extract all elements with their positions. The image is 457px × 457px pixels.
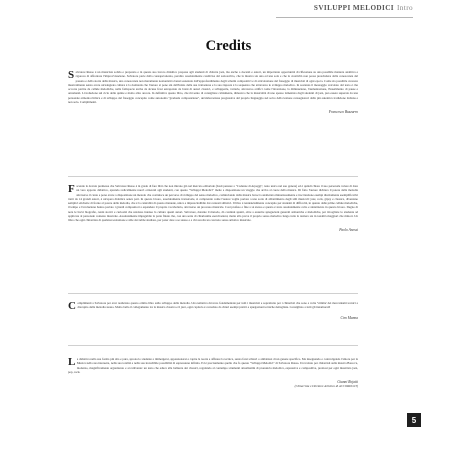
drop-cap: S [68, 68, 75, 81]
credit-signature-subtitle: (Chitarrista e Direttore Artistico di ACCORDO.IT) [294, 384, 358, 388]
credit-signature: Gianni Rojatti [337, 380, 358, 384]
drop-cap: F [68, 182, 75, 195]
page-title: Credits [205, 38, 252, 54]
credit-text [68, 70, 358, 104]
credit-body: alvatore Russo è un musicista solido e preparato e in questo suo lavoro didattico propone agli studenti di chitarra jazz, ma anche a docenti e autori, un importante opportunità di riflessione su una possibile maniera analitica e rigorosa di affrontare l'improvvisazione. Salvatore parte dalla consapevolezza, peraltro assolutamente condivisa dal sottoscritto, che la musica sia una ed una sola e che la creatività non possa prescindere dalla conoscenza del passato e della storia della musica, una conoscenza non meramente nozionistica bensì sostenuta dall'approfondimento degli schemi compositivi e di articolazione del fraseggio di musicisti di ogni epoca. Come sia possibile crescere musicalmente senza avere un'adeguata cultura è la domanda che l'autore si pone sin dall'inizio della sua trattazione e la sua risposta è la sequenza che attraversa lo sviluppo melodico. In sostanza il messaggio veicolato dal testo è che occorre partire da cellule melodiche, nella fattispecie anche da alcune frasi estrapolate da brani di autori classici, e svilupparle, variarle, attraverso artifici come l'inversione, la diminuzione, l'aumentazione, l'inserimento di pause e ornamenti. L'evoluzione sul ciclo delle quinte e molto altro ancora. In definitiva questo libro, che mi sento di consigliare caldamente, dimostra che la musicalità di uno spesso lamentata dagli studenti di jazz, può essere superata da una personale armonia ritmica e di sviluppo del fraseggio concepito come autonoma "graduale composizione", un'elaborazione progressiva del proprio linguaggio nel solco della lezione consegnataci dalla più autentica tradizione italiana e non solo. Complimenti. [68, 70, 358, 104]
section-divider [68, 176, 358, 177]
credit-body: a didattica nella sua forma più alta e pura, sprona lo studente a immergersi, appassionarsi e capire la teoria e affinare la tecnica, senza farsi schiavi o ambiziosi di un genere specifico. Ma insegnando e coinvolgendo l'amore per la Musica nella sua interezza, nella sua totalità e nella sua incredibile possibilità di espressione infinita. Ed è precisamente quello che fa questo "Sviluppi Melodici" di Salvatore Russo. Un trattato per chitarristi sulla musica Barocca, moderno, magnificamente organizzato e accattivante: un testo che educa alla bellezza dei classici, regalando al contempo strumenti attualissimi di pronuncia melodica, espressiva e compositiva, preziosi per ogni musicista jazz, pop, rock. [68, 357, 358, 374]
credit-text [68, 301, 358, 310]
section-name: Intro [397, 4, 413, 12]
credit-signature: Francesco Buzzurro [328, 110, 358, 114]
section-divider [68, 345, 358, 346]
credit-section-1 [68, 70, 358, 114]
running-header [278, 4, 413, 15]
credit-body: acendo la dovuta premessa che Salvatore Russo è in grado di fare libri che non mirano già nel mercato editoriale (basti pensare a "Cadenze di Arpeggi", testo unico nel suo genere) ed è quindi chiaro il suo personale volere di dare un vero apporto didattico, aprendo radicalmente nuovi orizzonti agli studenti, con questo "Sviluppi Melodici" mette a disposizione un viaggio che arriva al cuore della musica. Di fatto l'autore dichiara il potere della melodia attraverso il canto e pone avere a disposizione un metodo che costruisce un percorso di sviluppo del senso melodico, cominciando dalla musica barocca analizzata minuziosamente e tracciandone esempi direttamente esemplificativi tratti da 14 grandi autori, è un'opera didattica senza pari. In questo lavoro, assolutamente trasversale, si comprende come l'autore voglia portare a una sorta di abbattimento degli stili musicali: jazz, rock, gipsy e classica, diventano semplici etichette di fronte al potere della melodia, che è la centralità di questo manuale, unica e imprescindibile dai contesti stilistici. Il libro è tendenzialmente concepito per studenti di difficoltà, in quanto dalle prime cellule melodiche, il tempo e l'evoluzione hanno portato i grandi compositori a espandere il proprio vocabolario, attraverso un processo musicale. Così profuso e fine a sé stesso e questo è stato assolutamente colto e sintetizzato in questo lavoro. Degno di nota le brevi biografie, cenni storici e curiosità che rendono intenso la cultura questi autori. Salvatore, durante il metodo, dà continui spunti, oltre a esaurire spiegazioni generali armoniche e melodiche, per invogliare lo studente ad applicare al personale contesto musicale. Assolutamente impagabile la parte finale che, con una serie di chiarissime esercitazioni, mette alla prova il proprio senso melodico lungo tutta la tastiera sia in tonalità maggiori che minori. Un libro che ogni chitarrista di qualsiasi estrazione e stile dovrebbe studiare, per poter dare a se stesso e a chi ascolta un concreto senso artistico musicale. [68, 184, 358, 222]
credit-text [68, 357, 358, 374]
credit-body: omplimenti a Salvatore per aver realizzato questo ottimo libro sullo sviluppo della melodia. Una tematica davvero fondamentale per tutti i musicisti e soprattutto per i chitarristi che sono a volte 'vittime' dei meccanismi tecnici a discapito della melodia stessa. Molto bello il collegamento tra la musica classica e il jazz, ogni capitolo è corredato da chiari esempi pratici e spiegazioni tecniche dettagliate. Consigliato a tutti gli innamorati! [77, 301, 358, 310]
credit-section-4 [68, 357, 358, 388]
credit-section-2 [68, 184, 358, 232]
drop-cap: L [68, 355, 76, 368]
credit-section-3 [68, 301, 358, 320]
drop-cap: C [68, 299, 76, 312]
credit-signature: Paolo Anessi [339, 228, 358, 233]
book-title: SVILUPPI MELODICI [313, 4, 395, 12]
credit-signature: Ciro Manna [340, 315, 358, 320]
header-rule [276, 17, 413, 18]
page-number: 5 [407, 413, 421, 427]
credit-text [68, 184, 358, 222]
section-divider [68, 293, 358, 294]
